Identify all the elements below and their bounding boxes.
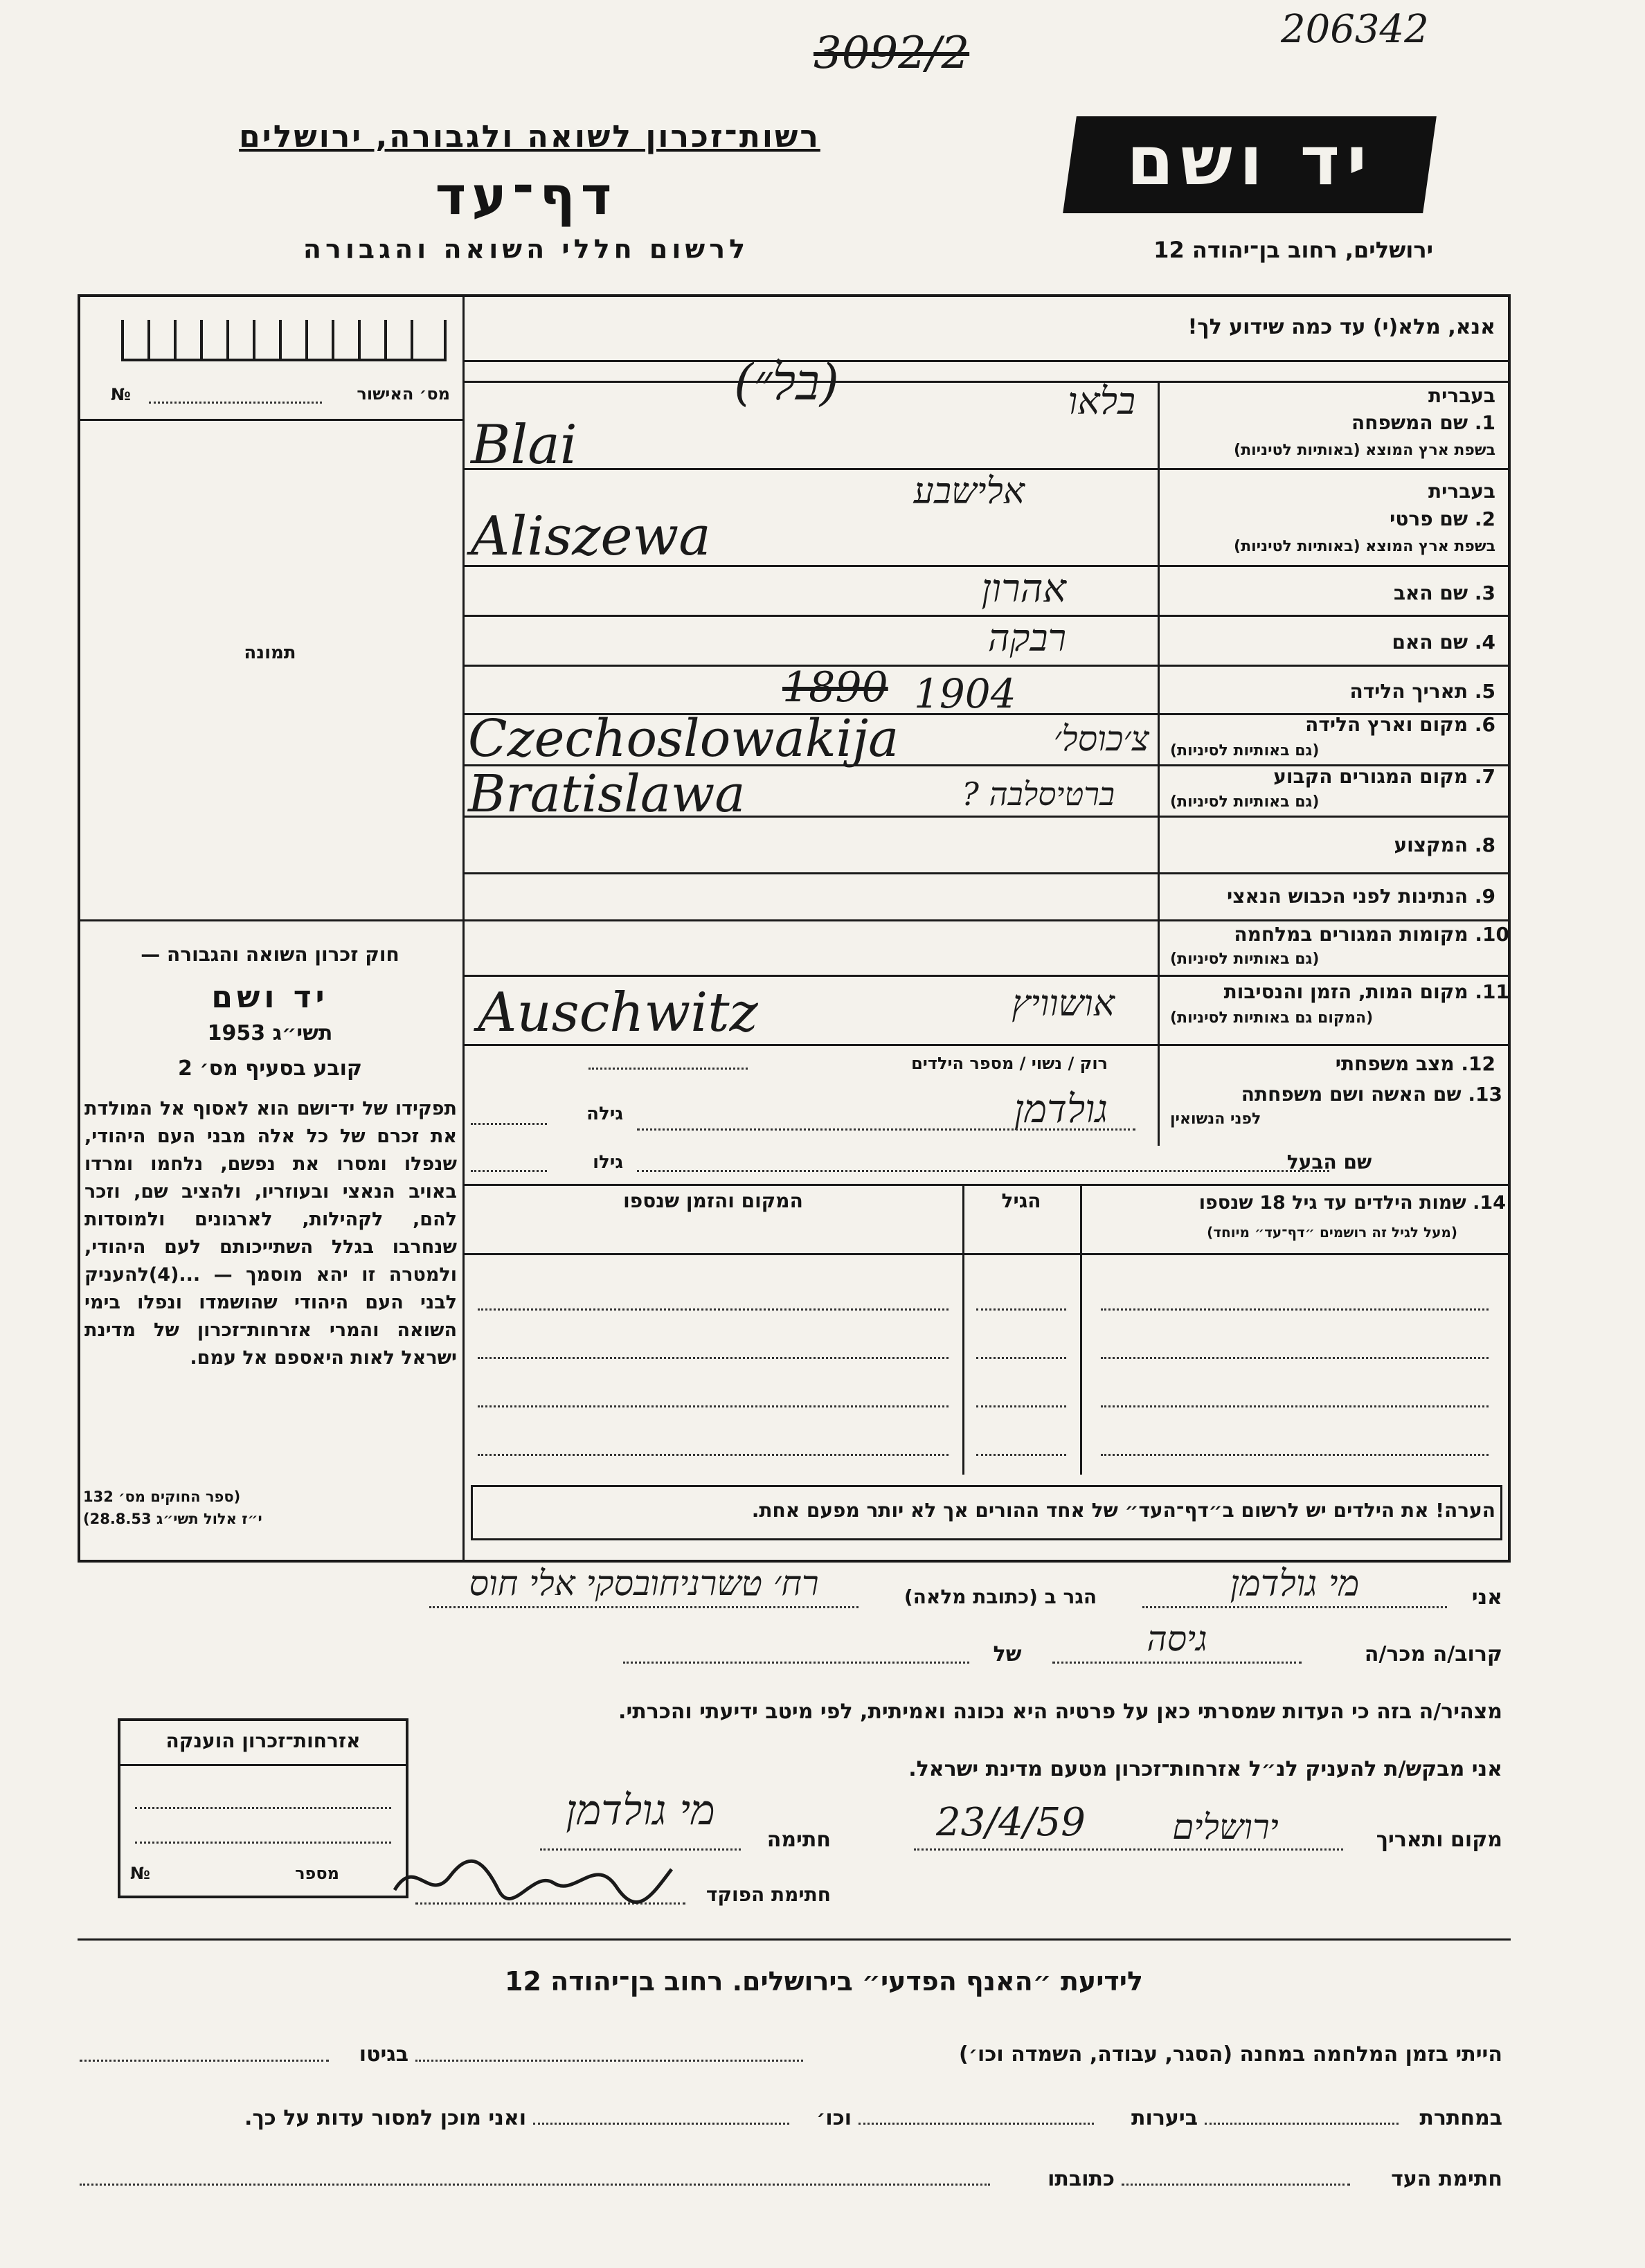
witness-name[interactable]: מי גולדמן [1230, 1563, 1360, 1605]
f2-label: 2. שם פרטי [1390, 507, 1495, 530]
f10-sub: (גם באותיות לסיניות) [1170, 951, 1320, 968]
f13-name-line[interactable] [637, 1128, 1135, 1131]
witness-name-line [1142, 1606, 1447, 1608]
child-row-1-age[interactable] [976, 1308, 1066, 1311]
law-ref-2: י״ז אלול תשי״ג 28.8.53) [83, 1511, 262, 1527]
signature-label: חתימה [766, 1828, 831, 1852]
logo-text: יד ושם [1126, 122, 1374, 201]
f13-age-label: גילה [586, 1104, 623, 1124]
f14-sub: (מעל לגיל זה רושמים ״דף־עד״ מיוחד) [1207, 1224, 1457, 1241]
f7-sub: (גם באותיות לסיניות) [1170, 793, 1320, 811]
law-section: קובע בסעיף מס׳ 2 [177, 1056, 363, 1081]
label-column-divider [1158, 381, 1160, 1146]
citizenship-title-line [118, 1764, 408, 1766]
children-col-div-2 [1080, 1184, 1082, 1475]
f2-heb-value[interactable]: אלישבע [913, 471, 1025, 512]
f5-value-struck: 1890 [782, 663, 888, 712]
relation-line [1052, 1662, 1302, 1664]
f1-latin-value[interactable]: Blai [471, 414, 577, 476]
f3-value[interactable]: אהרון [981, 566, 1066, 611]
institution-name: רשות־זכרון לשואה ולגבורה, ירושלים [239, 119, 820, 154]
footer-notice: לידיעת ״האנף הפדעי״ בירושלים. רחוב בן־יהודה 12 [505, 1966, 1143, 1997]
footer-line2-c: וכו׳ [816, 2106, 852, 2130]
f13-label: 13. שם האשה ושם משפחתה [1241, 1083, 1502, 1106]
entry-left-divider [462, 381, 465, 1146]
children-col-div-1 [962, 1184, 964, 1475]
cert-number-line[interactable] [149, 402, 322, 404]
decl-line2-of: של [993, 1642, 1022, 1666]
citizenship-line-1[interactable] [135, 1807, 391, 1809]
law-text: תפקידו של יד־ושם הוא לאסוף אל המולדת את זכרם של כל אלה מבני העם היהודי, שנפלו ומסרו את נפשם, נלחמו ומרדו באויב הנאצי ובעוזריו, ולהציב שם, וזכר להם, לקהילות, לארגונים ולמוסדות שנחרבו בגלל השתייכותם לעם היהודי, ולמטרה זו יהא מוסמך — ...(4)להעניק לבני העם היהודי שהושמדו ונפלו בימי השואה והמרי אזרחות־זכרון של מדינת ישראל לאות היאספם אל עמם. [84, 1098, 457, 1369]
child-row-4-name[interactable] [1101, 1454, 1489, 1456]
decl-line2-prefix: קרוב/ה מכר/ה [1364, 1642, 1502, 1666]
child-row-2-place[interactable] [478, 1357, 949, 1359]
child-row-1-place[interactable] [478, 1308, 949, 1311]
f5-value[interactable]: 1904 [914, 670, 1016, 717]
f1-heb-tag: בעברית [1428, 384, 1495, 407]
child-row-1-name[interactable] [1101, 1308, 1489, 1311]
archive-ref: 3092/2 [813, 28, 970, 79]
col-age-header: הגיל [1001, 1189, 1041, 1212]
f12-children-line[interactable] [588, 1068, 748, 1070]
f2-heb-tag: בעברית [1428, 480, 1495, 503]
children-header-bottom [462, 1253, 1511, 1255]
f11-label: 11. מקום המות, הזמן והנסיבות [1223, 980, 1509, 1003]
f1-label: 1. שם המשפחה [1351, 411, 1495, 434]
note-text: הערה! את הילדים יש לרשום ב״דף־העד״ של אחד ההורים אך לא יותר מפעם אחת. [751, 1499, 1495, 1522]
yad-vashem-logo [1063, 116, 1437, 213]
law-year: תשי״ג 1953 [207, 1021, 333, 1045]
husband-age-label: גילו [593, 1152, 623, 1173]
f4-label: 4. שם האם [1392, 631, 1495, 654]
form-subtitle: לרשום חללי השואה והגבורה [303, 234, 750, 264]
f13-age-line[interactable] [471, 1123, 547, 1125]
f7-heb-value[interactable]: ברטיסלבה ? [962, 775, 1115, 813]
witness-address-line [429, 1606, 859, 1608]
photo-box-bottom [78, 919, 462, 921]
citizenship-title: אזרחות־זכרון הוענקה [165, 1729, 361, 1752]
place-date-line [914, 1848, 1343, 1851]
footer-address-line[interactable] [80, 2184, 990, 2186]
f9-label: 9. הנתינות לפני הכבוש הנאצי [1227, 885, 1495, 908]
law-ref-1: (ספר החוקים מס׳ 132 [83, 1488, 241, 1505]
col-place-time-header: המקום והזמן שנספו [623, 1189, 803, 1212]
row-line-11 [462, 975, 1511, 977]
children-table-top [462, 1184, 1511, 1186]
officer-signature-scribble [388, 1848, 678, 1911]
footer-witness-sign-line[interactable] [1122, 2184, 1350, 2186]
row-line-5 [462, 665, 1511, 667]
law-title: חוק זכרון השואה והגבורה — [141, 943, 399, 966]
row-line-12 [462, 1044, 1511, 1046]
form-title: דף־עד [435, 165, 618, 226]
place-value[interactable]: ירושלים [1172, 1807, 1279, 1847]
f11-latin-value[interactable]: Auschwitz [478, 982, 758, 1044]
footer-divider [78, 1938, 1511, 1941]
child-row-4-place[interactable] [478, 1454, 949, 1456]
footer-line1-a: הייתי בזמן המלחמה במחנה (הסגר, עבודה, השמדה וכו׳) [959, 2042, 1502, 2067]
child-row-4-age[interactable] [976, 1454, 1066, 1456]
f11-heb-value[interactable]: אושוויץ [1012, 983, 1115, 1025]
citizenship-no-sign: № [130, 1864, 150, 1883]
law-name: יד ושם [211, 980, 329, 1015]
child-row-3-name[interactable] [1101, 1405, 1489, 1407]
photo-label: תמונה [244, 642, 296, 663]
child-row-3-place[interactable] [478, 1405, 949, 1407]
doc-number: 206342 [1281, 7, 1429, 52]
footer-line1-b: בגיטו [359, 2042, 408, 2067]
decl-line3: מצהיר/ה בזה כי העדות שמסרתי כאן על פרטיה היא נכונה ואמיתית, לפי מיטב ידיעתי והכרתי. [618, 1700, 1502, 1724]
footer-line3-a: חתימת העד [1391, 2167, 1502, 2191]
f6-heb-value[interactable]: צ׳כוסל׳ [1053, 719, 1149, 759]
citizenship-number-label: מספר [295, 1864, 339, 1883]
date-value[interactable]: 23/4/59 [936, 1800, 1086, 1845]
witness-address[interactable]: רח׳ טשרניחובסקי אלי חוס [469, 1563, 819, 1603]
child-row-2-age[interactable] [976, 1357, 1066, 1359]
footer-underground-line[interactable] [1205, 2123, 1399, 2125]
footer-camp-line[interactable] [415, 2060, 803, 2062]
decl-line1-prefix: אני [1471, 1585, 1502, 1610]
f12-options[interactable]: רוק / נשוי / מספר הילדים [911, 1054, 1108, 1073]
footer-line2-d: ואני מוכן למסור עדות על כך. [244, 2106, 526, 2130]
f12-label: 12. מצב משפחתי [1335, 1052, 1495, 1075]
f10-label: 10. מקומות המגורים במלחמה [1234, 923, 1509, 946]
f4-value[interactable]: רבקה [987, 616, 1066, 660]
relation-of-line[interactable] [623, 1662, 969, 1664]
f6-latin-value[interactable]: Czechoslowakija [468, 709, 899, 768]
row-line-10 [462, 919, 1511, 921]
husband-age-line[interactable] [471, 1170, 547, 1172]
footer-line3-b: כתובתו [1048, 2167, 1115, 2191]
f1-sub: בשפת ארץ המוצא (באותיות לטיניות) [1234, 442, 1495, 459]
f7-label: 7. מקום המגורים הקבוע [1273, 765, 1495, 788]
f6-label: 6. מקום וארץ הלידה [1305, 713, 1495, 736]
footer-line2-a: במחתרת [1419, 2106, 1502, 2130]
signature-value[interactable]: מי גולדמן [566, 1786, 715, 1835]
barcode-ticks [121, 320, 447, 361]
child-row-3-age[interactable] [976, 1405, 1066, 1407]
officer-label: חתימת הפוקד [705, 1883, 831, 1906]
f7-latin-value[interactable]: Bratislawa [468, 764, 746, 824]
f6-sub: (גם באותיות לסיניות) [1170, 742, 1320, 759]
f2-sub: בשפת ארץ המוצא (באותיות לטיניות) [1234, 538, 1495, 555]
footer-ghetto-line[interactable] [80, 2060, 329, 2062]
f2-latin-value[interactable]: Aliszewa [471, 505, 711, 568]
row-line-2 [462, 468, 1511, 470]
f5-label: 5. תאריך הלידה [1349, 680, 1495, 703]
citizenship-line-2[interactable] [135, 1842, 391, 1844]
cert-no-sign: № [111, 385, 131, 404]
f1-heb-value[interactable]: בלאו [1068, 379, 1135, 423]
form-intro: אנא, מלא(י) עד כמה שידוע לך! [1187, 315, 1495, 339]
intro-underline [462, 360, 1511, 362]
header-address: ירושלים, רחוב בן־יהודה 12 [1153, 237, 1433, 263]
f11-sub: (המקום גם באותיות לסיניות) [1170, 1009, 1374, 1027]
footer-etc-line[interactable] [533, 2123, 789, 2125]
f1-bracket-note: (בל״) [734, 353, 839, 411]
cert-row-line [78, 419, 462, 421]
husband-name-line[interactable] [637, 1170, 1329, 1172]
cert-number-label: מס׳ האישור [357, 384, 450, 404]
f13-value[interactable]: גולדמן [1014, 1087, 1108, 1132]
husband-label: שם הבעל [1286, 1151, 1372, 1173]
child-row-2-name[interactable] [1101, 1357, 1489, 1359]
place-date-label: מקום ותאריך [1376, 1828, 1502, 1852]
decl-line1-mid: הגר ב (כתובת מלאה) [904, 1585, 1097, 1608]
f14-label: 14. שמות הילדים עד גיל 18 שנספו [1198, 1192, 1506, 1214]
footer-forests-line[interactable] [859, 2123, 1094, 2125]
row-line-9 [462, 872, 1511, 874]
footer-line2-b: ביערות [1131, 2106, 1198, 2130]
f13-sub: לפני הנשואין [1170, 1110, 1261, 1128]
f3-label: 3. שם האב [1393, 582, 1495, 604]
decl-line4: אני מבקש/ת להעניק לנ״ל אזרחות־זכרון מטעם מדינת ישראל. [908, 1757, 1502, 1781]
f8-label: 8. המקצוע [1394, 834, 1495, 856]
relation-value[interactable]: גיסה [1147, 1619, 1207, 1659]
